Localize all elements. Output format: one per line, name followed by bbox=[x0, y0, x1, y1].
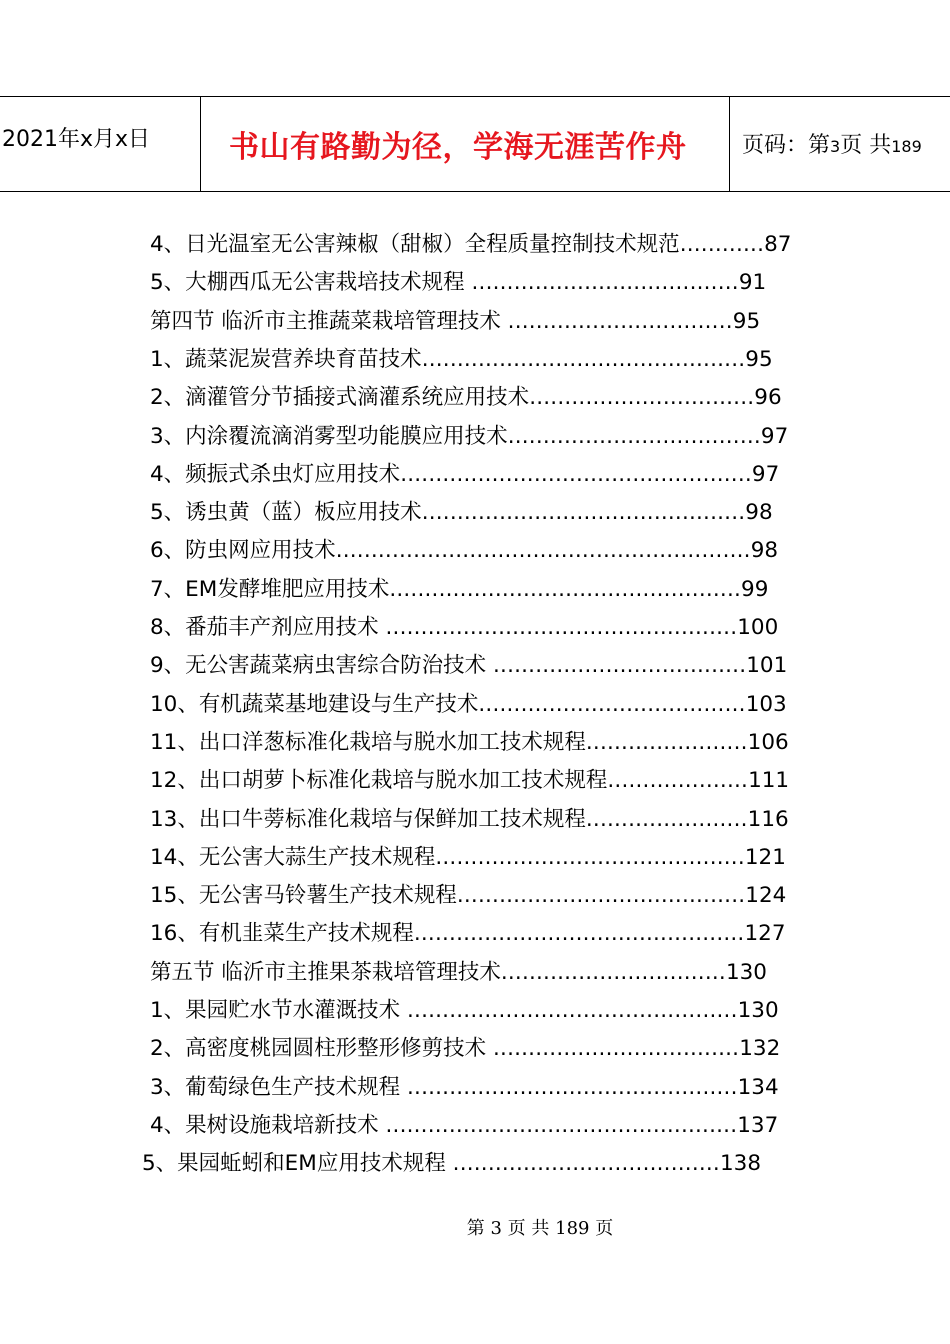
header-top-rule bbox=[0, 96, 950, 97]
toc-entry[interactable] bbox=[150, 418, 788, 456]
toc-entry-title: 2、高密度桃园圆柱形整形修剪技术 bbox=[150, 1036, 494, 1061]
toc-entry[interactable] bbox=[150, 1107, 778, 1145]
toc-entry-page-number: 100 bbox=[737, 615, 779, 640]
toc-entry-leader: ...................................... bbox=[452, 1151, 720, 1176]
header-divider-left bbox=[200, 96, 201, 191]
toc-entry[interactable] bbox=[150, 1069, 779, 1107]
toc-entry-page-number: 99 bbox=[741, 577, 769, 602]
toc-entry-page-number: 87 bbox=[764, 232, 792, 257]
toc-entry-page-number: 116 bbox=[747, 807, 789, 832]
toc-entry-leader: ................................ bbox=[529, 385, 755, 410]
toc-entry[interactable] bbox=[150, 647, 787, 685]
toc-entry-leader: ......................................... bbox=[456, 883, 746, 908]
toc-entry-page-number: 121 bbox=[744, 845, 786, 870]
toc-entry-leader: .................................................. bbox=[400, 462, 752, 487]
toc-entry-title: 8、番茄丰产剂应用技术 bbox=[150, 615, 386, 640]
toc-entry-title: 6、防虫网应用技术 bbox=[150, 538, 336, 563]
toc-entry[interactable] bbox=[150, 571, 768, 609]
header-bottom-rule bbox=[0, 191, 950, 192]
toc-entry-page-number: 103 bbox=[745, 692, 787, 717]
toc-entry[interactable] bbox=[150, 609, 778, 647]
toc-entry-title: 7、EM发酵堆肥应用技术 bbox=[150, 577, 390, 602]
toc-entry-title: 5、果园蚯蚓和EM应用技术规程 bbox=[142, 1151, 453, 1176]
toc-entry[interactable] bbox=[150, 341, 773, 379]
toc-entry-title: 1、果园贮水节水灌溉技术 bbox=[150, 998, 408, 1023]
toc-entry[interactable] bbox=[150, 724, 789, 762]
toc-entry[interactable] bbox=[150, 992, 779, 1030]
toc-entry-leader: .................................................. bbox=[385, 615, 738, 640]
toc-entry-page-number: 97 bbox=[760, 424, 789, 449]
toc-entry[interactable] bbox=[150, 532, 778, 570]
toc-entry[interactable] bbox=[150, 877, 786, 915]
toc-entry-page-number: 96 bbox=[754, 385, 782, 410]
toc-entry-title: 第五节 临沂市主推果茶栽培管理技术 bbox=[150, 960, 501, 985]
toc-entry-leader: .................................... bbox=[493, 653, 747, 678]
toc-entry-page-number: 130 bbox=[737, 998, 779, 1023]
toc-entry-title: 3、内涂覆流滴消雾型功能膜应用技术 bbox=[150, 424, 508, 449]
toc-entry-leader: .................................................. bbox=[389, 577, 742, 602]
toc-entry-leader: ................................ bbox=[500, 960, 726, 985]
toc-entry-title: 10、有机蔬菜基地建设与生产技术 bbox=[150, 692, 479, 717]
toc-entry-page-number: 98 bbox=[750, 538, 779, 563]
toc-entry-title: 1、蔬菜泥炭营养块育苗技术 bbox=[150, 347, 422, 372]
toc-entry-title: 4、频振式杀虫灯应用技术 bbox=[150, 462, 401, 487]
toc-entry-leader: ............................................... bbox=[407, 998, 738, 1023]
toc-entry-title: 12、出口胡萝卜标准化栽培与脱水加工技术规程 bbox=[150, 768, 608, 793]
toc-entry-page-number: 91 bbox=[738, 270, 767, 295]
toc-entry-title: 11、出口洋葱标准化栽培与脱水加工技术规程 bbox=[150, 730, 586, 755]
toc-entry-title: 4、果树设施栽培新技术 bbox=[150, 1113, 386, 1138]
toc-entry[interactable] bbox=[150, 686, 787, 724]
toc-entry-page-number: 95 bbox=[745, 347, 773, 372]
toc-entry-page-number: 111 bbox=[748, 768, 790, 793]
toc-entry[interactable] bbox=[150, 494, 773, 532]
toc-entry-page-number: 95 bbox=[732, 309, 761, 334]
toc-entry-page-number: 127 bbox=[744, 921, 786, 946]
toc-entry-leader: ............................................ bbox=[435, 845, 745, 870]
toc-entry-leader: ................................ bbox=[507, 309, 733, 334]
toc-entry-page-number: 130 bbox=[725, 960, 767, 985]
toc-entry-title: 4、日光温室无公害辣椒（甜椒）全程质量控制技术规范 bbox=[150, 232, 680, 257]
toc-entry-title: 16、有机韭菜生产技术规程 bbox=[150, 921, 414, 946]
header-page-number: 3 bbox=[830, 137, 841, 156]
toc-entry-page-number: 137 bbox=[737, 1113, 779, 1138]
toc-entry-leader: .................................... bbox=[507, 424, 761, 449]
toc-entry-leader: .............................................. bbox=[421, 500, 746, 525]
toc-entry[interactable] bbox=[150, 456, 779, 494]
header-divider-right bbox=[729, 96, 730, 191]
toc-entry[interactable] bbox=[150, 379, 782, 417]
toc-entry-page-number: 124 bbox=[745, 883, 787, 908]
toc-entry-page-number: 97 bbox=[751, 462, 780, 487]
toc-entry-title: 2、滴灌管分节插接式滴灌系统应用技术 bbox=[150, 385, 530, 410]
toc-entry-page-number: 98 bbox=[745, 500, 773, 525]
toc-entry-leader: .................................................. bbox=[385, 1113, 738, 1138]
toc-entry-page-number: 132 bbox=[739, 1036, 781, 1061]
toc-entry-title: 15、无公害马铃薯生产技术规程 bbox=[150, 883, 457, 908]
header-page-label: 页码：第 bbox=[742, 133, 831, 158]
toc-entry-leader: ............................................... bbox=[413, 921, 745, 946]
toc-entry[interactable] bbox=[150, 226, 791, 264]
toc-entry[interactable] bbox=[150, 954, 767, 992]
toc-entry[interactable] bbox=[150, 801, 789, 839]
toc-entry-title: 第四节 临沂市主推蔬菜栽培管理技术 bbox=[150, 309, 508, 334]
toc-entry-leader: ........................................................... bbox=[335, 538, 751, 563]
header-motto: 书山有路勤为径，学海无涯苦作舟 bbox=[229, 130, 687, 165]
toc-entry[interactable] bbox=[142, 1145, 761, 1183]
toc-entry-leader: ................................... bbox=[493, 1036, 740, 1061]
toc-entry[interactable] bbox=[150, 1030, 780, 1068]
toc-entry-title: 14、无公害大蒜生产技术规程 bbox=[150, 845, 436, 870]
toc-entry[interactable] bbox=[150, 303, 760, 341]
toc-entry-leader: ............................................... bbox=[407, 1075, 738, 1100]
toc-entry[interactable] bbox=[150, 264, 766, 302]
header-page-mid: 页 共 bbox=[840, 133, 892, 158]
toc-entry-leader: ...................................... bbox=[478, 692, 746, 717]
toc-entry-page-number: 138 bbox=[719, 1151, 762, 1176]
toc-entry-leader: ....................... bbox=[585, 730, 748, 755]
toc-entry[interactable] bbox=[150, 762, 789, 800]
header-date: 2021年x月x日 bbox=[2, 127, 151, 152]
toc-entry-page-number: 106 bbox=[747, 730, 789, 755]
toc-entry-page-number: 134 bbox=[737, 1075, 779, 1100]
toc-entry-title: 5、大棚西瓜无公害栽培技术规程 bbox=[150, 270, 472, 295]
toc-entry[interactable] bbox=[150, 839, 786, 877]
toc-entry-title: 5、诱虫黄（蓝）板应用技术 bbox=[150, 500, 422, 525]
toc-entry-leader: ....................... bbox=[585, 807, 748, 832]
header-page-counter bbox=[742, 131, 922, 162]
header-page-total: 189 bbox=[891, 137, 922, 156]
toc-entry[interactable] bbox=[150, 915, 786, 953]
toc-entry-page-number: 101 bbox=[746, 653, 788, 678]
toc-entry-title: 9、无公害蔬菜病虫害综合防治技术 bbox=[150, 653, 494, 678]
toc-entry-leader: ...................................... bbox=[471, 270, 739, 295]
toc-entry-leader: .............................................. bbox=[421, 347, 746, 372]
toc-entry-leader: .................... bbox=[607, 768, 749, 793]
toc-entry-title: 3、葡萄绿色生产技术规程 bbox=[150, 1075, 408, 1100]
toc-entry-leader: ............ bbox=[679, 232, 765, 257]
toc-entry-title: 13、出口牛蒡标准化栽培与保鲜加工技术规程 bbox=[150, 807, 586, 832]
page-footer: 第 3 页 共 189 页 bbox=[466, 1218, 614, 1239]
